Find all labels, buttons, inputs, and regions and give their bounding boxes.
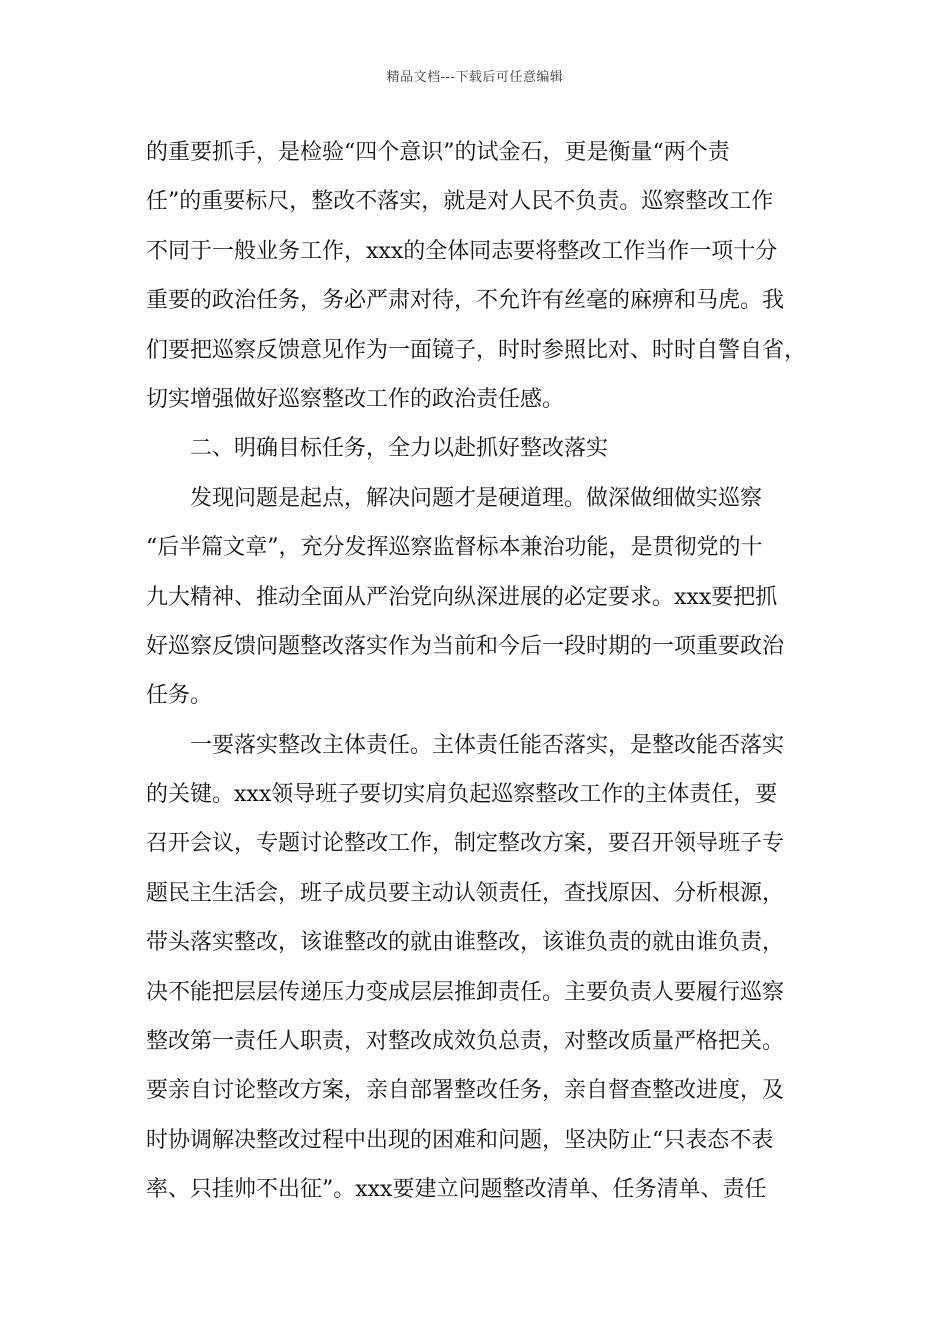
text-line: 的关键。xxx领导班子要切实肩负起巡察整改工作的主体责任，要 (146, 782, 778, 808)
text-line: 九大精神、推动全面从严治党向纵深进展的必定要求。xxx要把抓 (146, 584, 778, 610)
text-line: 不同于一般业务工作，xxx的全体同志要将整改工作当作一项十分 (146, 238, 778, 264)
text-line: 决不能把层层传递压力变成层层推卸责任。主要负责人要履行巡察 (146, 979, 785, 1005)
text-line: 任务。 (146, 683, 213, 709)
text-line: 带头落实整改，该谁整改的就由谁整改，该谁负责的就由谁负责， (146, 930, 785, 956)
paragraph-start: 发现问题是起点，解决问题才是硬道理。做深做细做实巡察 (190, 485, 763, 511)
text-line: 题民主生活会，班子成员要主动认领责任，查找原因、分析根源， (146, 880, 785, 906)
text-line: “后半篇文章”，充分发挥巡察监督标本兼治功能，是贯彻党的十 (146, 535, 763, 561)
paragraph-start: 一要落实整改主体责任。主体责任能否落实，是整改能否落实 (190, 732, 785, 758)
text-line: 切实增强做好巡察整改工作的政治责任感。 (146, 386, 565, 412)
text-line: 召开会议，专题讨论整改工作，制定整改方案，要召开领导班子专 (146, 831, 785, 857)
text-line: 重要的政治任务，务必严肃对待，不允许有丝毫的麻痹和马虎。我 (146, 288, 785, 314)
text-line: 率、只挂帅不出征”。xxx要建立问题整改清单、任务清单、责任 (146, 1177, 767, 1203)
text-line: 好巡察反馈问题整改落实作为当前和今后一段时期的一项重要政治 (146, 633, 785, 659)
page-header: 精品文档---下载后可任意编辑 (386, 70, 564, 85)
text-line: 任”的重要标尺，整改不落实，就是对人民不负责。巡察整改工作 (146, 189, 774, 215)
text-line: 的重要抓手，是检验“四个意识”的试金石，更是衡量“两个责 (146, 140, 730, 165)
document-body (146, 128, 810, 1215)
text-line: 整改第一责任人职责，对整改成效负总责，对整改质量严格把关。 (146, 1029, 785, 1055)
text-line: 时协调解决整改过程中出现的困难和问题，坚决防止“只表态不表 (146, 1127, 774, 1153)
section-heading: 二、明确目标任务，全力以赴抓好整改落实 (190, 436, 609, 462)
text-line: 们要把巡察反馈意见作为一面镜子，时时参照比对、时时自警自省， (146, 337, 807, 363)
text-line: 要亲自讨论整改方案，亲自部署整改任务，亲自督查整改进度，及 (146, 1078, 785, 1104)
